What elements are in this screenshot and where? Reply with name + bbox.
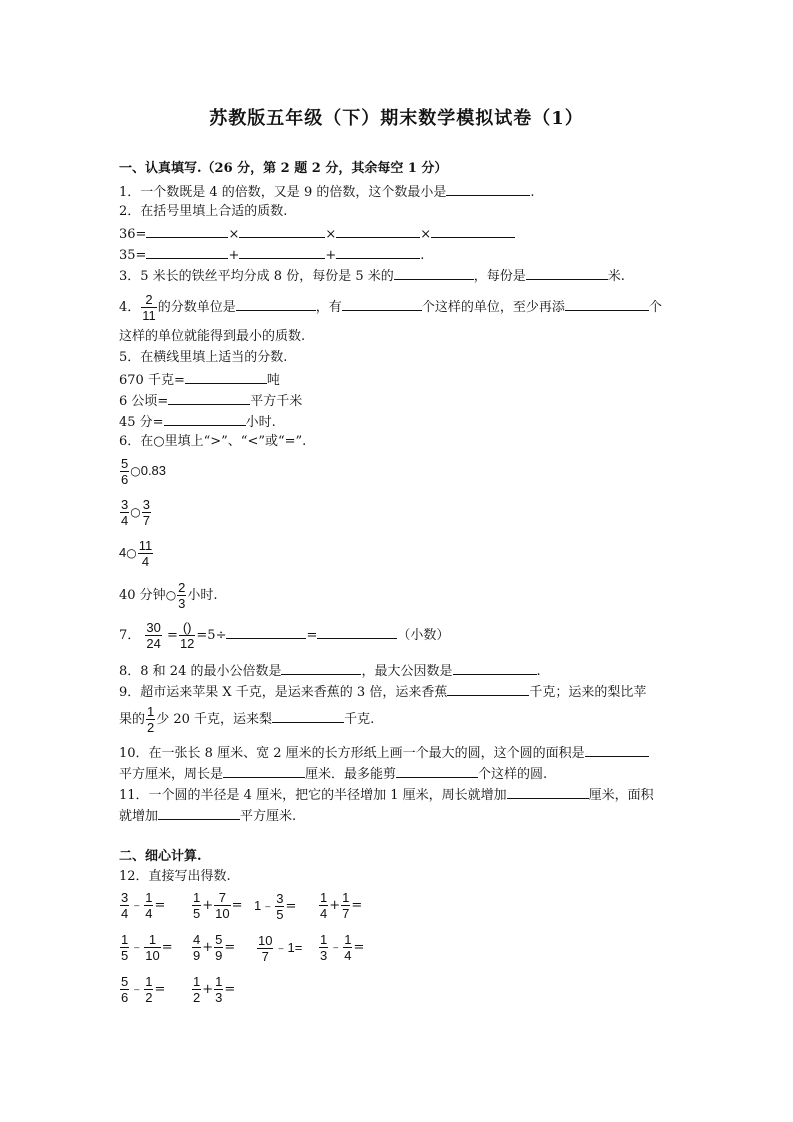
q3-text: 3．5 米长的铁丝平均分成 8 份，每份是 5 米的 [119,269,394,284]
equals-sign: = [154,898,166,913]
fraction [275,891,284,922]
equals-sign: = [161,940,173,955]
calc-item [318,890,362,922]
equals-sign: = [285,899,297,914]
numerator: 5 [215,932,223,947]
equals-sign: = [353,940,365,955]
q4-text-c: 个这样的单位，至少再添 [421,300,565,315]
q2-end: . [420,248,425,263]
denominator: 24 [146,636,161,651]
numerator: 1 [344,932,352,947]
q8-text: 8．8 和 24 的最小公倍数是 [119,664,282,679]
q5-r1-lead: 670 千克= [119,373,185,388]
q4-text-d: 个 [648,300,662,315]
denominator: 9 [193,948,201,963]
numerator: 7 [214,890,230,906]
compare-circle[interactable]: ○ [130,464,141,478]
q11-text: 11．一个圆的半径是 4 厘米，把它的半径增加 1 厘米，周长就增加 [119,788,507,803]
answer-blank[interactable] [168,392,250,405]
calc-item [256,932,302,965]
fraction [319,890,328,921]
answer-blank[interactable] [447,683,529,696]
question-7 [119,620,449,652]
numerator: 1 [342,890,350,905]
question-1 [119,183,534,201]
plus-sign: + [202,982,214,997]
answer-blank[interactable] [585,744,649,757]
denominator: 2 [145,990,153,1005]
denominator: 2 [147,720,155,735]
q7-end: （小数） [397,628,450,643]
numerator: 11 [138,538,153,553]
q9-l2-mid: 少 20 千克，运来梨 [156,712,273,727]
q9-line-2 [119,704,374,736]
calc-item [254,890,296,923]
fraction [192,890,201,921]
fraction [144,890,153,921]
compare-circle[interactable]: ○ [126,546,137,560]
calc-item [191,932,235,964]
section2-heading: 二、细心计算. [119,849,202,864]
answer-blank[interactable] [226,626,306,639]
denominator: 10 [145,948,160,963]
equals-sign: = [154,982,166,997]
denominator: 2 [193,990,201,1005]
fraction [120,456,129,487]
fraction [144,974,153,1005]
calc-item [191,890,243,922]
q10-l2-b: 厘米．最多能剪 [305,767,397,782]
answer-blank[interactable] [236,298,316,311]
denominator: 11 [142,308,156,323]
fraction [141,292,157,323]
fraction [120,890,129,921]
question-11 [119,786,654,804]
fraction [144,932,160,963]
plus-sign: + [202,898,214,913]
fraction [214,890,230,921]
q4-line-2: 这样的单位就能得到最小的质数. [119,329,306,344]
answer-blank[interactable] [239,246,325,259]
denominator: 4 [145,906,153,921]
answer-blank[interactable] [396,765,478,778]
q9-l2-lead: 果的 [119,712,146,727]
numerator: 1 [320,890,328,905]
numerator: 10 [258,933,273,948]
denominator: 10 [215,906,230,921]
minus-sign: ﹣ [130,940,144,955]
denominator: 4 [344,948,352,963]
q5-r3-lead: 45 分= [119,415,164,430]
answer-blank[interactable] [336,225,420,238]
answer-blank[interactable] [146,246,228,259]
q5-r2-lead: 6 公顷= [119,394,169,409]
denominator: 3 [320,948,328,963]
minus-one-equals: ﹣1= [274,940,303,955]
answer-blank[interactable] [281,662,361,675]
numerator: 4 [193,932,201,947]
q11-line-2 [119,807,296,825]
minus-sign: ﹣ [130,982,144,997]
fraction [145,620,161,651]
q6-row-4 [119,579,218,612]
one-minus: 1﹣ [254,898,275,913]
q2-row-1 [119,225,515,243]
denominator: 4 [121,906,129,921]
calc-item [191,974,235,1006]
q6-r4-left: 40 分钟 [119,588,166,603]
q11-l2-lead: 就增加 [119,809,159,824]
numerator: 2 [141,292,157,308]
denominator: 7 [342,906,350,921]
answer-blank[interactable] [158,807,240,820]
fraction [319,932,328,963]
q5-row-1 [119,371,280,389]
q4-lead: 4． [119,300,141,315]
fraction [120,974,129,1005]
calc-item [318,932,364,964]
q9-l2-end: 千克. [344,712,375,727]
fraction [341,890,350,921]
section1-heading: 一、认真填写.（26 分，第 2 题 2 分，其余每空 1 分） [119,161,448,176]
fraction [214,932,223,963]
numerator: 1 [147,704,155,719]
equals-sign: = [167,628,178,643]
times-sign: × [420,227,432,242]
calc-item [119,974,165,1006]
q5-row-2 [119,392,302,410]
denominator: 6 [121,472,129,487]
q6-r4-end: 小时. [187,588,218,603]
compare-circle[interactable]: ○ [165,588,177,602]
denominator: 4 [121,513,129,528]
q10-l2-a: 平方厘米，周长是 [119,767,224,782]
denominator: 7 [261,949,269,964]
numerator: 5 [121,456,129,471]
calc-item [119,890,165,922]
denominator: 3 [215,990,223,1005]
fraction [120,497,129,528]
q5-r1-end: 吨 [266,373,280,388]
times-sign: × [325,227,337,242]
q7-lead: 7． [119,628,141,643]
denominator: 6 [121,990,129,1005]
fraction [146,704,155,735]
answer-blank[interactable] [453,662,537,675]
equals-sign: = [224,982,236,997]
answer-blank[interactable] [146,225,228,238]
numerator: 2 [178,580,186,595]
q5-row-3 [119,413,276,431]
numerator: 3 [121,497,129,512]
answer-blank[interactable] [507,786,589,799]
question-5: 5．在横线里填上适当的分数. [119,350,288,365]
q10-text: 10．在一张长 8 厘米、宽 2 厘米的长方形纸上画一个最大的圆，这个圆的面积是 [119,746,585,761]
answer-blank[interactable] [446,183,530,196]
numerator: 3 [276,891,284,906]
q8-mid: ，最大公因数是 [361,664,453,679]
fraction [179,620,195,651]
q3-end: 米. [607,269,625,284]
equals-sign: = [231,898,243,913]
q3-mid: ，每份是 [473,269,526,284]
numerator: 5 [121,974,129,989]
answer-blank[interactable] [223,765,305,778]
numerator: 1 [193,974,201,989]
denominator: 5 [193,906,201,921]
answer-blank[interactable] [565,298,649,311]
denominator: 7 [142,513,150,528]
minus-sign: ﹣ [130,898,144,913]
calc-item [119,932,173,964]
equals-sign: = [306,628,318,643]
minus-sign: ﹣ [329,940,343,955]
q2-row1-lead: 36= [119,227,147,242]
numerator: 3 [142,497,150,512]
answer-blank[interactable] [272,710,344,723]
numerator: 1 [215,974,223,989]
plus-sign: + [329,898,341,913]
denominator: 12 [179,636,195,651]
q10-l2-c: 个这样的圆. [478,767,548,782]
q11-mid: 厘米，面积 [588,788,654,803]
q6-r3-left: 4 [119,545,127,560]
q7-mid: =5÷ [196,628,227,643]
numerator[interactable]: () [179,620,195,636]
q9-mid: 千克；运来的梨比苹 [529,685,647,700]
q5-r3-end: 小时. [245,415,276,430]
question-3 [119,267,625,285]
q1-text: 1．一个数既是 4 的倍数，又是 9 的倍数，这个数最小是 [119,185,447,200]
numerator: 1 [121,932,129,947]
denominator: 4 [320,906,328,921]
question-6: 6．在○里填上“>”、“<”或“=”. [119,434,307,449]
q11-l2-end: 平方厘米. [240,809,297,824]
q6-r1-right: 0.83 [140,463,167,478]
question-4 [119,292,662,323]
equals-sign: = [224,940,236,955]
equals-sign: = [351,898,363,913]
q8-end: . [536,664,541,679]
question-8 [119,662,541,680]
answer-blank[interactable] [336,246,420,259]
q2-row-2 [119,246,424,264]
fraction [192,932,201,963]
answer-blank[interactable] [526,267,608,280]
numerator: 30 [146,620,161,635]
denominator: 3 [178,596,186,611]
answer-blank[interactable] [342,298,422,311]
compare-circle[interactable]: ○ [130,505,141,519]
question-2: 2．在括号里填上合适的质数. [119,204,288,219]
page-title: 苏教版五年级（下）期末数学模拟试卷（1） [209,108,584,129]
q9-text: 9．超市运来苹果 X 千克，是运来香蕉的 3 倍，运来香蕉 [119,685,448,700]
fraction [343,932,352,963]
numerator: 1 [320,932,328,947]
q4-text-a: 的分数单位是 [157,300,236,315]
numerator: 3 [121,890,129,905]
question-9 [119,683,646,701]
times-sign: × [228,227,240,242]
fraction [257,933,273,964]
fraction [192,974,201,1005]
question-10 [119,744,649,762]
plus-sign: + [325,248,337,263]
q4-text-b: ，有 [315,300,342,315]
fraction [142,497,151,528]
answer-blank[interactable] [164,413,246,426]
q6-row-3 [119,537,154,570]
denominator: 5 [276,907,284,922]
question-12: 12．直接写出得数. [119,869,231,884]
numerator: 1 [193,890,201,905]
numerator: 1 [145,890,153,905]
denominator: 9 [215,948,223,963]
fraction [214,974,223,1005]
q10-line-2 [119,765,547,783]
denominator: 4 [141,554,150,569]
fraction [177,580,186,611]
q6-row-2 [119,496,152,529]
q6-row-1 [119,455,166,488]
answer-blank[interactable] [431,225,515,238]
answer-blank[interactable] [185,371,267,384]
answer-blank[interactable] [317,626,397,639]
answer-blank[interactable] [394,267,474,280]
answer-blank[interactable] [239,225,325,238]
plus-sign: + [202,940,214,955]
fraction [120,932,129,963]
q5-r2-end: 平方千米 [250,394,303,409]
fraction [138,538,154,569]
numerator: 1 [144,932,160,948]
q1-end: . [530,185,535,200]
plus-sign: + [228,248,240,263]
denominator: 5 [121,948,129,963]
q2-row2-lead: 35= [119,248,147,263]
numerator: 1 [145,974,153,989]
